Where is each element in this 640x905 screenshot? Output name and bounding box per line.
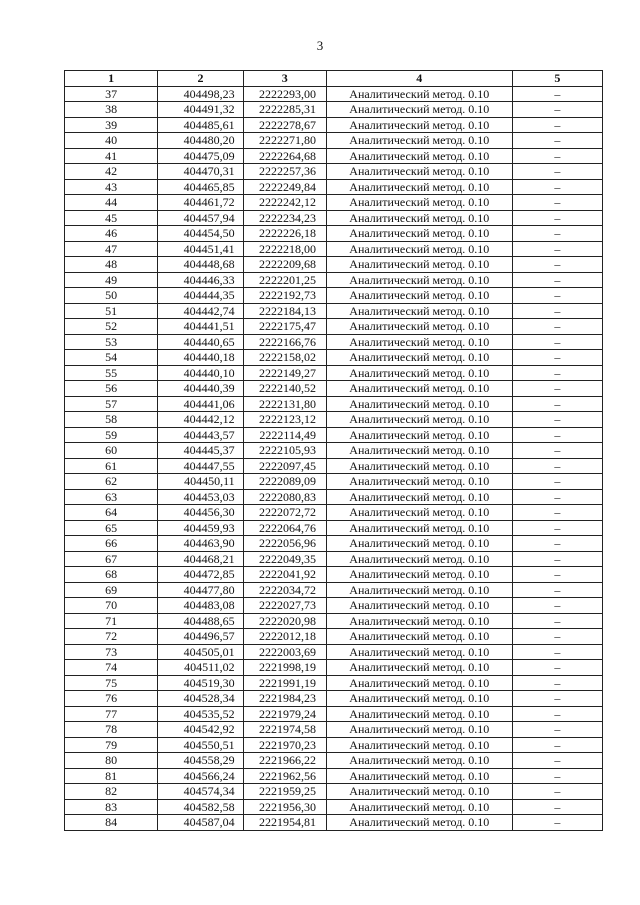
cell-point-number: 80 <box>65 753 158 769</box>
cell-note: – <box>512 164 602 180</box>
cell-y-coordinate: 2222123,12 <box>243 412 326 428</box>
cell-point-number: 67 <box>65 551 158 567</box>
cell-point-number: 72 <box>65 629 158 645</box>
cell-y-coordinate: 2221998,19 <box>243 660 326 676</box>
cell-y-coordinate: 2221959,25 <box>243 784 326 800</box>
cell-point-number: 64 <box>65 505 158 521</box>
cell-method: Аналитический метод. 0.10 <box>326 753 512 769</box>
cell-note: – <box>512 505 602 521</box>
cell-method: Аналитический метод. 0.10 <box>326 815 512 831</box>
cell-x-coordinate: 404542,92 <box>158 722 243 738</box>
cell-point-number: 58 <box>65 412 158 428</box>
cell-method: Аналитический метод. 0.10 <box>326 644 512 660</box>
cell-x-coordinate: 404442,74 <box>158 303 243 319</box>
cell-x-coordinate: 404459,93 <box>158 520 243 536</box>
cell-note: – <box>512 412 602 428</box>
cell-note: – <box>512 691 602 707</box>
cell-y-coordinate: 2222020,98 <box>243 613 326 629</box>
cell-method: Аналитический метод. 0.10 <box>326 536 512 552</box>
cell-method: Аналитический метод. 0.10 <box>326 613 512 629</box>
cell-method: Аналитический метод. 0.10 <box>326 195 512 211</box>
table-row <box>65 675 603 691</box>
cell-point-number: 40 <box>65 133 158 149</box>
cell-point-number: 66 <box>65 536 158 552</box>
table-row <box>65 148 603 164</box>
cell-note: – <box>512 241 602 257</box>
cell-x-coordinate: 404440,10 <box>158 365 243 381</box>
cell-point-number: 53 <box>65 334 158 350</box>
cell-x-coordinate: 404443,57 <box>158 427 243 443</box>
cell-y-coordinate: 2222234,23 <box>243 210 326 226</box>
cell-method: Аналитический метод. 0.10 <box>326 179 512 195</box>
cell-y-coordinate: 2222285,31 <box>243 102 326 118</box>
cell-y-coordinate: 2222278,67 <box>243 117 326 133</box>
table-row <box>65 272 603 288</box>
cell-point-number: 44 <box>65 195 158 211</box>
cell-x-coordinate: 404456,30 <box>158 505 243 521</box>
cell-point-number: 45 <box>65 210 158 226</box>
cell-point-number: 43 <box>65 179 158 195</box>
cell-note: – <box>512 706 602 722</box>
cell-x-coordinate: 404485,61 <box>158 117 243 133</box>
table-row <box>65 582 603 598</box>
cell-y-coordinate: 2222056,96 <box>243 536 326 552</box>
cell-y-coordinate: 2222293,00 <box>243 86 326 102</box>
cell-method: Аналитический метод. 0.10 <box>326 412 512 428</box>
cell-x-coordinate: 404450,11 <box>158 474 243 490</box>
cell-point-number: 41 <box>65 148 158 164</box>
cell-y-coordinate: 2222027,73 <box>243 598 326 614</box>
cell-point-number: 73 <box>65 644 158 660</box>
cell-method: Аналитический метод. 0.10 <box>326 706 512 722</box>
cell-method: Аналитический метод. 0.10 <box>326 241 512 257</box>
cell-point-number: 81 <box>65 768 158 784</box>
table-row <box>65 303 603 319</box>
cell-method: Аналитический метод. 0.10 <box>326 505 512 521</box>
cell-x-coordinate: 404511,02 <box>158 660 243 676</box>
cell-x-coordinate: 404440,65 <box>158 334 243 350</box>
header-col-4: 4 <box>326 71 512 87</box>
cell-y-coordinate: 2222012,18 <box>243 629 326 645</box>
table-row <box>65 396 603 412</box>
cell-y-coordinate: 2222192,73 <box>243 288 326 304</box>
cell-note: – <box>512 613 602 629</box>
cell-note: – <box>512 567 602 583</box>
table-row <box>65 319 603 335</box>
header-col-2: 2 <box>158 71 243 87</box>
cell-method: Аналитический метод. 0.10 <box>326 474 512 490</box>
table-row <box>65 784 603 800</box>
page-number: 3 <box>316 38 324 53</box>
cell-note: – <box>512 195 602 211</box>
cell-x-coordinate: 404448,68 <box>158 257 243 273</box>
cell-note: – <box>512 319 602 335</box>
cell-method: Аналитический метод. 0.10 <box>326 272 512 288</box>
cell-y-coordinate: 2221974,58 <box>243 722 326 738</box>
cell-x-coordinate: 404477,80 <box>158 582 243 598</box>
cell-x-coordinate: 404470,31 <box>158 164 243 180</box>
header-col-5: 5 <box>512 71 602 87</box>
cell-method: Аналитический метод. 0.10 <box>326 598 512 614</box>
cell-note: – <box>512 102 602 118</box>
cell-note: – <box>512 365 602 381</box>
cell-method: Аналитический метод. 0.10 <box>326 691 512 707</box>
cell-x-coordinate: 404480,20 <box>158 133 243 149</box>
table-row <box>65 241 603 257</box>
table-row <box>65 195 603 211</box>
table-row <box>65 117 603 133</box>
cell-y-coordinate: 2222003,69 <box>243 644 326 660</box>
cell-method: Аналитический метод. 0.10 <box>326 799 512 815</box>
cell-x-coordinate: 404535,52 <box>158 706 243 722</box>
cell-point-number: 68 <box>65 567 158 583</box>
cell-x-coordinate: 404498,23 <box>158 86 243 102</box>
table-row <box>65 443 603 459</box>
cell-note: – <box>512 753 602 769</box>
table-row <box>65 412 603 428</box>
cell-point-number: 75 <box>65 675 158 691</box>
table-row <box>65 629 603 645</box>
cell-x-coordinate: 404445,37 <box>158 443 243 459</box>
cell-y-coordinate: 2222149,27 <box>243 365 326 381</box>
table-row <box>65 644 603 660</box>
table-row <box>65 474 603 490</box>
cell-point-number: 61 <box>65 458 158 474</box>
cell-method: Аналитический метод. 0.10 <box>326 86 512 102</box>
table-row <box>65 489 603 505</box>
cell-method: Аналитический метод. 0.10 <box>326 164 512 180</box>
cell-point-number: 48 <box>65 257 158 273</box>
cell-method: Аналитический метод. 0.10 <box>326 303 512 319</box>
table-row <box>65 86 603 102</box>
cell-point-number: 77 <box>65 706 158 722</box>
cell-note: – <box>512 489 602 505</box>
cell-x-coordinate: 404475,09 <box>158 148 243 164</box>
cell-y-coordinate: 2221991,19 <box>243 675 326 691</box>
table-row <box>65 288 603 304</box>
table-row <box>65 660 603 676</box>
cell-note: – <box>512 443 602 459</box>
cell-x-coordinate: 404454,50 <box>158 226 243 242</box>
table-row <box>65 567 603 583</box>
cell-note: – <box>512 210 602 226</box>
cell-x-coordinate: 404442,12 <box>158 412 243 428</box>
cell-point-number: 46 <box>65 226 158 242</box>
cell-point-number: 70 <box>65 598 158 614</box>
table-row <box>65 551 603 567</box>
cell-x-coordinate: 404441,51 <box>158 319 243 335</box>
cell-method: Аналитический метод. 0.10 <box>326 737 512 753</box>
cell-x-coordinate: 404505,01 <box>158 644 243 660</box>
cell-note: – <box>512 815 602 831</box>
cell-x-coordinate: 404461,72 <box>158 195 243 211</box>
cell-x-coordinate: 404453,03 <box>158 489 243 505</box>
cell-point-number: 54 <box>65 350 158 366</box>
table-row <box>65 613 603 629</box>
table-row <box>65 381 603 397</box>
table-row <box>65 505 603 521</box>
cell-y-coordinate: 2222242,12 <box>243 195 326 211</box>
cell-note: – <box>512 257 602 273</box>
table-row <box>65 133 603 149</box>
cell-y-coordinate: 2222049,35 <box>243 551 326 567</box>
cell-y-coordinate: 2222080,83 <box>243 489 326 505</box>
table-row <box>65 427 603 443</box>
cell-point-number: 83 <box>65 799 158 815</box>
cell-note: – <box>512 799 602 815</box>
cell-note: – <box>512 737 602 753</box>
table-row <box>65 458 603 474</box>
cell-method: Аналитический метод. 0.10 <box>326 102 512 118</box>
cell-method: Аналитический метод. 0.10 <box>326 381 512 397</box>
table-row <box>65 706 603 722</box>
cell-note: – <box>512 660 602 676</box>
cell-y-coordinate: 2222041,92 <box>243 567 326 583</box>
cell-y-coordinate: 2222131,80 <box>243 396 326 412</box>
cell-note: – <box>512 226 602 242</box>
table-row <box>65 737 603 753</box>
cell-x-coordinate: 404457,94 <box>158 210 243 226</box>
cell-x-coordinate: 404451,41 <box>158 241 243 257</box>
cell-x-coordinate: 404566,24 <box>158 768 243 784</box>
table-row <box>65 768 603 784</box>
cell-x-coordinate: 404463,90 <box>158 536 243 552</box>
cell-point-number: 52 <box>65 319 158 335</box>
table-row <box>65 799 603 815</box>
cell-y-coordinate: 2222140,52 <box>243 381 326 397</box>
cell-x-coordinate: 404472,85 <box>158 567 243 583</box>
cell-x-coordinate: 404483,08 <box>158 598 243 614</box>
cell-y-coordinate: 2222097,45 <box>243 458 326 474</box>
cell-y-coordinate: 2221984,23 <box>243 691 326 707</box>
cell-note: – <box>512 381 602 397</box>
cell-note: – <box>512 551 602 567</box>
cell-point-number: 62 <box>65 474 158 490</box>
cell-x-coordinate: 404440,18 <box>158 350 243 366</box>
table-row <box>65 210 603 226</box>
cell-note: – <box>512 629 602 645</box>
cell-method: Аналитический метод. 0.10 <box>326 396 512 412</box>
cell-point-number: 42 <box>65 164 158 180</box>
cell-note: – <box>512 396 602 412</box>
cell-x-coordinate: 404574,34 <box>158 784 243 800</box>
cell-point-number: 65 <box>65 520 158 536</box>
cell-point-number: 63 <box>65 489 158 505</box>
cell-method: Аналитический метод. 0.10 <box>326 784 512 800</box>
coordinates-table <box>64 70 603 831</box>
cell-method: Аналитический метод. 0.10 <box>326 629 512 645</box>
cell-note: – <box>512 598 602 614</box>
cell-point-number: 69 <box>65 582 158 598</box>
table-header-row <box>65 71 603 87</box>
cell-note: – <box>512 582 602 598</box>
cell-note: – <box>512 350 602 366</box>
cell-method: Аналитический метод. 0.10 <box>326 288 512 304</box>
cell-note: – <box>512 179 602 195</box>
cell-method: Аналитический метод. 0.10 <box>326 443 512 459</box>
cell-method: Аналитический метод. 0.10 <box>326 226 512 242</box>
cell-y-coordinate: 2222114,49 <box>243 427 326 443</box>
cell-point-number: 50 <box>65 288 158 304</box>
table-row <box>65 226 603 242</box>
cell-y-coordinate: 2222264,68 <box>243 148 326 164</box>
cell-y-coordinate: 2221970,23 <box>243 737 326 753</box>
cell-method: Аналитический метод. 0.10 <box>326 660 512 676</box>
cell-x-coordinate: 404582,58 <box>158 799 243 815</box>
cell-method: Аналитический метод. 0.10 <box>326 675 512 691</box>
cell-x-coordinate: 404441,06 <box>158 396 243 412</box>
cell-note: – <box>512 675 602 691</box>
cell-point-number: 37 <box>65 86 158 102</box>
table-row <box>65 164 603 180</box>
cell-y-coordinate: 2221966,22 <box>243 753 326 769</box>
table-row <box>65 350 603 366</box>
cell-y-coordinate: 2222271,80 <box>243 133 326 149</box>
cell-method: Аналитический метод. 0.10 <box>326 319 512 335</box>
cell-x-coordinate: 404491,32 <box>158 102 243 118</box>
cell-point-number: 82 <box>65 784 158 800</box>
cell-y-coordinate: 2222249,84 <box>243 179 326 195</box>
cell-x-coordinate: 404519,30 <box>158 675 243 691</box>
cell-y-coordinate: 2221956,30 <box>243 799 326 815</box>
cell-note: – <box>512 768 602 784</box>
cell-y-coordinate: 2222158,02 <box>243 350 326 366</box>
cell-method: Аналитический метод. 0.10 <box>326 567 512 583</box>
cell-method: Аналитический метод. 0.10 <box>326 520 512 536</box>
table-body <box>65 86 603 830</box>
cell-y-coordinate: 2222201,25 <box>243 272 326 288</box>
cell-y-coordinate: 2221979,24 <box>243 706 326 722</box>
cell-note: – <box>512 117 602 133</box>
cell-y-coordinate: 2222166,76 <box>243 334 326 350</box>
cell-note: – <box>512 334 602 350</box>
cell-y-coordinate: 2222072,72 <box>243 505 326 521</box>
cell-x-coordinate: 404465,85 <box>158 179 243 195</box>
cell-x-coordinate: 404587,04 <box>158 815 243 831</box>
cell-y-coordinate: 2222226,18 <box>243 226 326 242</box>
cell-x-coordinate: 404446,33 <box>158 272 243 288</box>
cell-point-number: 57 <box>65 396 158 412</box>
cell-method: Аналитический метод. 0.10 <box>326 427 512 443</box>
cell-x-coordinate: 404468,21 <box>158 551 243 567</box>
cell-point-number: 55 <box>65 365 158 381</box>
cell-method: Аналитический метод. 0.10 <box>326 768 512 784</box>
cell-point-number: 76 <box>65 691 158 707</box>
table-row <box>65 102 603 118</box>
cell-method: Аналитический метод. 0.10 <box>326 210 512 226</box>
cell-y-coordinate: 2221962,56 <box>243 768 326 784</box>
cell-method: Аналитический метод. 0.10 <box>326 458 512 474</box>
cell-note: – <box>512 784 602 800</box>
cell-point-number: 60 <box>65 443 158 459</box>
table-row <box>65 365 603 381</box>
cell-note: – <box>512 303 602 319</box>
header-col-1: 1 <box>65 71 158 87</box>
table-row <box>65 598 603 614</box>
cell-y-coordinate: 2222064,76 <box>243 520 326 536</box>
cell-note: – <box>512 148 602 164</box>
cell-y-coordinate: 2222184,13 <box>243 303 326 319</box>
header-col-3: 3 <box>243 71 326 87</box>
cell-method: Аналитический метод. 0.10 <box>326 117 512 133</box>
cell-method: Аналитический метод. 0.10 <box>326 257 512 273</box>
cell-note: – <box>512 86 602 102</box>
cell-method: Аналитический метод. 0.10 <box>326 365 512 381</box>
cell-note: – <box>512 427 602 443</box>
cell-note: – <box>512 288 602 304</box>
cell-x-coordinate: 404444,35 <box>158 288 243 304</box>
cell-note: – <box>512 644 602 660</box>
cell-point-number: 71 <box>65 613 158 629</box>
cell-method: Аналитический метод. 0.10 <box>326 582 512 598</box>
cell-x-coordinate: 404496,57 <box>158 629 243 645</box>
cell-point-number: 51 <box>65 303 158 319</box>
cell-note: – <box>512 474 602 490</box>
cell-point-number: 56 <box>65 381 158 397</box>
cell-method: Аналитический метод. 0.10 <box>326 551 512 567</box>
cell-note: – <box>512 520 602 536</box>
cell-point-number: 39 <box>65 117 158 133</box>
cell-y-coordinate: 2222089,09 <box>243 474 326 490</box>
cell-method: Аналитический метод. 0.10 <box>326 350 512 366</box>
cell-x-coordinate: 404550,51 <box>158 737 243 753</box>
cell-method: Аналитический метод. 0.10 <box>326 148 512 164</box>
table-row <box>65 753 603 769</box>
cell-note: – <box>512 272 602 288</box>
table-row <box>65 179 603 195</box>
cell-x-coordinate: 404440,39 <box>158 381 243 397</box>
cell-method: Аналитический метод. 0.10 <box>326 133 512 149</box>
cell-y-coordinate: 2222105,93 <box>243 443 326 459</box>
cell-x-coordinate: 404447,55 <box>158 458 243 474</box>
cell-point-number: 38 <box>65 102 158 118</box>
cell-x-coordinate: 404528,34 <box>158 691 243 707</box>
cell-point-number: 84 <box>65 815 158 831</box>
cell-y-coordinate: 2222209,68 <box>243 257 326 273</box>
cell-note: – <box>512 722 602 738</box>
table-row <box>65 334 603 350</box>
cell-point-number: 59 <box>65 427 158 443</box>
cell-note: – <box>512 458 602 474</box>
cell-method: Аналитический метод. 0.10 <box>326 489 512 505</box>
cell-point-number: 74 <box>65 660 158 676</box>
cell-y-coordinate: 2222034,72 <box>243 582 326 598</box>
cell-note: – <box>512 536 602 552</box>
table-row <box>65 536 603 552</box>
table-row <box>65 520 603 536</box>
cell-note: – <box>512 133 602 149</box>
cell-x-coordinate: 404488,65 <box>158 613 243 629</box>
cell-y-coordinate: 2221954,81 <box>243 815 326 831</box>
cell-method: Аналитический метод. 0.10 <box>326 722 512 738</box>
cell-point-number: 79 <box>65 737 158 753</box>
cell-y-coordinate: 2222175,47 <box>243 319 326 335</box>
cell-y-coordinate: 2222218,00 <box>243 241 326 257</box>
cell-point-number: 47 <box>65 241 158 257</box>
table-row <box>65 815 603 831</box>
cell-point-number: 78 <box>65 722 158 738</box>
cell-y-coordinate: 2222257,36 <box>243 164 326 180</box>
cell-point-number: 49 <box>65 272 158 288</box>
table-row <box>65 722 603 738</box>
cell-method: Аналитический метод. 0.10 <box>326 334 512 350</box>
table-row <box>65 691 603 707</box>
cell-x-coordinate: 404558,29 <box>158 753 243 769</box>
table-row <box>65 257 603 273</box>
